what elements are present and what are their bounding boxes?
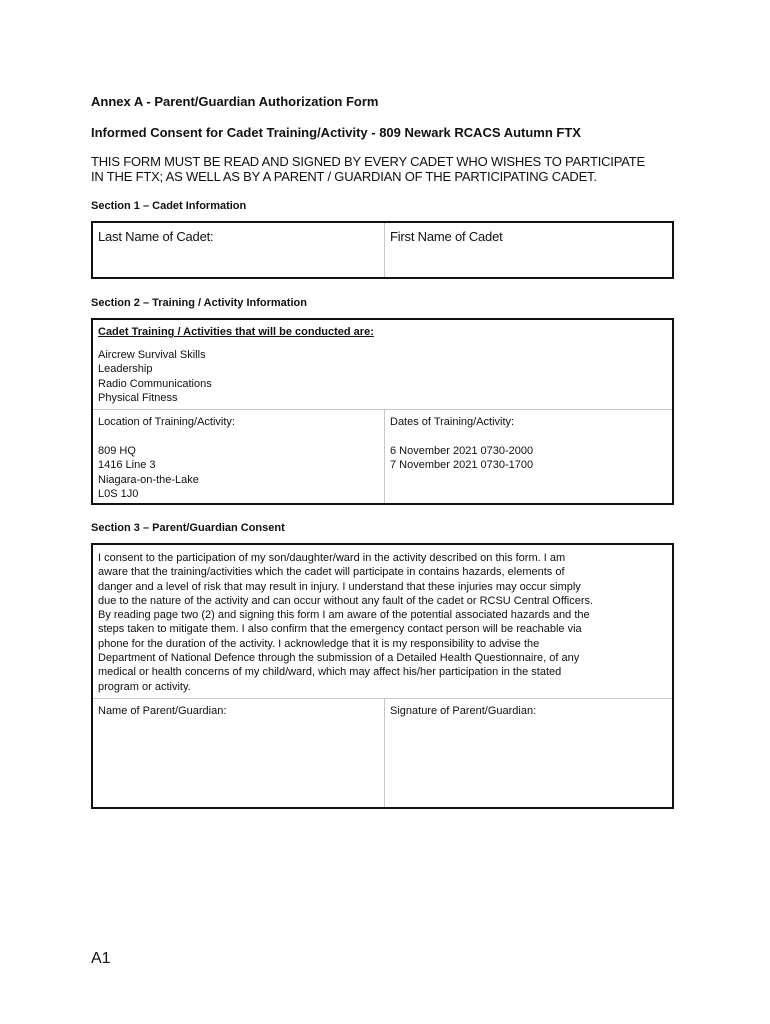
list-item: Physical Fitness xyxy=(98,391,178,404)
last-name-field[interactable] xyxy=(94,247,382,277)
consent-line: Department of National Defence through the submission of a Detailed Health Questionnaire, of any xyxy=(98,652,580,665)
consent-table xyxy=(91,543,674,809)
location-line: 1416 Line 3 xyxy=(98,459,156,472)
location-details xyxy=(98,444,199,501)
consent-line: phone for the duration of the activity. I acknowledge that it is my responsibility to advise the xyxy=(98,637,540,650)
list-item: Leadership xyxy=(98,363,153,376)
list-item: Radio Communications xyxy=(98,377,212,390)
activity-info-table xyxy=(91,318,674,505)
consent-line: due to the nature of the activity and can occur without any fault of the cadet or RCSU Central Officers. xyxy=(98,594,594,607)
consent-line: program or activity. xyxy=(98,680,191,693)
location-line: L0S 1J0 xyxy=(98,487,139,500)
notice-line: THIS FORM MUST BE READ AND SIGNED BY EVERY CADET WHO WISHES TO PARTICIPATE xyxy=(91,154,645,169)
date-line: 6 November 2021 0730-2000 xyxy=(390,445,534,457)
list-item: Aircrew Survival Skills xyxy=(98,349,206,361)
dates-label: Dates of Training/Activity: xyxy=(390,416,515,428)
consent-title: Informed Consent for Cadet Training/Activity - 809 Newark RCACS Autumn FTX xyxy=(91,125,581,140)
location-line: Niagara-on-the-Lake xyxy=(98,473,199,486)
dates-details xyxy=(390,444,533,473)
consent-line: aware that the training/activities which the cadet will participate in contains hazards, elements of xyxy=(98,566,565,579)
last-name-label: Last Name of Cadet: xyxy=(98,229,214,244)
date-line: 7 November 2021 0730-1700 xyxy=(390,459,534,472)
first-name-field[interactable] xyxy=(386,247,672,277)
consent-line: medical or health concerns of my child/ward, which may affect his/her participation in the stated xyxy=(98,666,562,679)
cadet-info-table xyxy=(91,221,674,279)
location-label: Location of Training/Activity: xyxy=(98,416,235,428)
section2-title: Section 2 – Training / Activity Information xyxy=(91,297,307,309)
signature-field[interactable] xyxy=(386,723,672,805)
page-number: A1 xyxy=(91,950,111,967)
consent-paragraph xyxy=(98,551,673,694)
section3-title: Section 3 – Parent/Guardian Consent xyxy=(91,522,285,534)
location-line: 809 HQ xyxy=(98,445,136,457)
parent-name-field[interactable] xyxy=(94,723,382,805)
annex-title: Annex A - Parent/Guardian Authorization Form xyxy=(91,94,379,109)
consent-line: I consent to the participation of my son/daughter/ward in the activity described on this form. I am xyxy=(98,552,566,564)
activities-heading: Cadet Training / Activities that will be conducted are: xyxy=(98,326,374,338)
consent-line: By reading page two (2) and signing this form I am aware of the potential associated hazards and the xyxy=(98,609,590,622)
section1-title: Section 1 – Cadet Information xyxy=(91,200,247,212)
notice-line: IN THE FTX; AS WELL AS BY A PARENT / GUARDIAN OF THE PARTICIPATING CADET. xyxy=(91,169,597,184)
activities-list xyxy=(98,348,212,405)
consent-line: steps taken to mitigate them. I also confirm that the emergency contact person will be reachable via xyxy=(98,623,582,636)
signature-label: Signature of Parent/Guardian: xyxy=(390,705,537,717)
parent-name-label: Name of Parent/Guardian: xyxy=(98,705,227,717)
notice-text xyxy=(91,154,691,184)
consent-line: danger and a level of risk that may result in injury. I understand that these injuries may occur simply xyxy=(98,580,581,593)
first-name-label: First Name of Cadet xyxy=(390,229,503,244)
